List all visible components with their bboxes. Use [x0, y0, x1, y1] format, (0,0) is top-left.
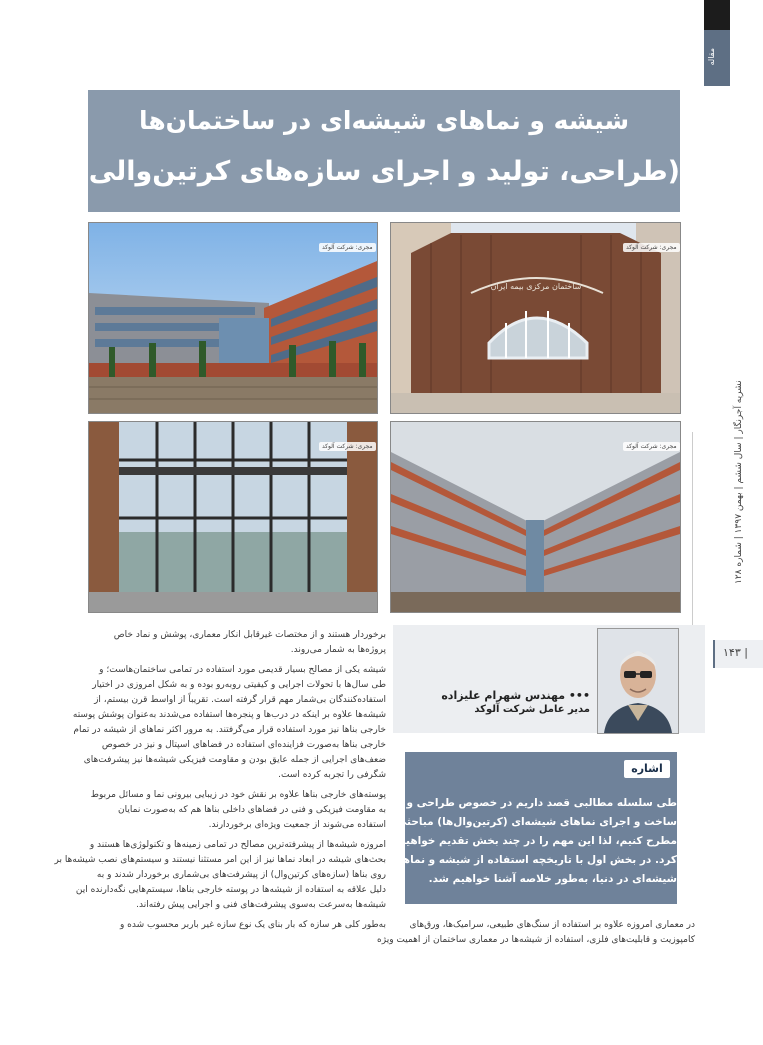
- body-line: شگرفی را تجربه کرده است.: [278, 770, 386, 780]
- body-line: شیشه‌ها به‌سرعت به‌سوی پیشرفت‌های فنی و اجرایی پیش رفته‌اند.: [136, 900, 386, 910]
- photo-credit: مجری: شرکت آلوکد: [319, 442, 376, 451]
- side-rule: [692, 432, 693, 642]
- body-line: خارجی بناها نیز مورد استفاده قرار می‌گرفتند. به مرور اکثر نماهای از شیشه در تمام: [73, 725, 386, 735]
- body-line: پوسته‌های خارجی بناها علاوه بر نقش خود در زیبایی بیرونی نما و مسائل مربوط: [90, 790, 386, 800]
- title-line-1: شیشه و نماهای شیشه‌ای در ساختمان‌ها: [138, 106, 630, 135]
- photo-curved-facade: [390, 222, 681, 414]
- photo-credit: مجری: شرکت آلوکد: [319, 243, 376, 252]
- side-running-header: [734, 380, 750, 640]
- section-tab-cap: [704, 0, 730, 30]
- body-line: به‌طور کلی هر سازه که بار بنای یک نوع سازه غیر باربر محسوب شده و: [119, 920, 386, 930]
- author-name: ••• مهندس شهرام علیزاده: [441, 689, 590, 702]
- body-line: دلیل علاقه به استفاده از شیشه‌ها در پوسته خارجی بناها، سیستم‌هایی نگه‌دارنده این: [75, 885, 386, 895]
- body-line: در معماری امروزه علاوه بر استفاده از سنگ‌های طبیعی، سرامیک‌ها، ورق‌های: [409, 920, 695, 930]
- photo-glass-entrance: [88, 421, 378, 613]
- author-title: مدیر عامل شرکت آلوکد: [474, 704, 590, 715]
- body-line: شیشه یکی از مصالح بسیار قدیمی مورد استفاده در تمامی ساختمان‌هاست؛ و: [99, 665, 386, 675]
- photo-credit: مجری: شرکت آلوکد: [623, 442, 680, 451]
- body-line: شیشه‌ها علاوه بر اینکه در درب‌ها و پنجره‌ها استفاده می‌شدند به‌عنوان پوشش پوسته: [72, 710, 386, 720]
- author-photo: [597, 628, 679, 734]
- body-line: برخوردار هستند و از مختصات غیرقابل انکار معماری، پوشش و نماد خاص: [113, 630, 386, 640]
- page-number: ۱۴۳ |: [723, 646, 748, 659]
- title-banner: [76, 90, 680, 212]
- body-line: کامپوزیت و قابلیت‌های فلزی، استفاده از شیشه‌ها در معماری ساختمان از اهمیت ویژه: [377, 935, 695, 945]
- photo-building-wide: [88, 222, 378, 414]
- section-tab-label: مقاله: [707, 48, 716, 66]
- body-line: طی سال‌ها با تحولات اجرایی و کیفیتی روبه‌رو بوده و به شکل امروزی در اختیار: [92, 680, 386, 690]
- abstract-line: طی سلسله مطالبی قصد داریم در خصوص طراحی و: [406, 797, 677, 809]
- body-line: استفاده‌کنندگان بی‌شمار مهم قرار گرفته است. تقریباً از اواسط قرن بیستم، از: [94, 695, 386, 705]
- body-line: پروژه‌ها به شمار می‌روند.: [290, 645, 386, 655]
- building-sign-text: ساختمان مرکزی بیمه ایران: [490, 282, 582, 291]
- body-line: روی بناها (سازه‌های کرتین‌وال) از پیشرفت‌های بی‌شماری برخوردار شدند و به: [96, 870, 386, 880]
- body-line: خارجی بناها به‌صورت فزاینده‌ای استفاده در فضاهای اسپتال و نیز در خصوص: [101, 740, 386, 750]
- page-number-box: [713, 640, 763, 668]
- photo-v-building: [390, 421, 681, 613]
- side-running-text: نشریه آجرنگار | سال ششم | بهمن ۱۳۹۷ | شماره ۱۲۸: [734, 380, 744, 584]
- section-tab: [704, 0, 730, 86]
- abstract-line: کرد. در بخش اول با تاریخچه استفاده از شیشه و نماهای: [389, 854, 677, 866]
- body-line: بحث‌های شیشه در ابعاد نماها نیز از این امر مستثنا نیستند و سیستم‌های نصب شیشه‌ها بر: [54, 855, 386, 865]
- title-line-2: (طراحی، تولید و اجرای سازه‌های کرتین‌والی): [76, 156, 680, 187]
- photo-credit: مجری: شرکت آلوکد: [623, 243, 680, 252]
- abstract-line: مطرح کنیم، لذا این مهم را در چند بخش تقدیم خواهیم: [397, 835, 677, 847]
- body-line: استفاده می‌شوند از جمعیت ویژه‌ای برخوردارند.: [208, 820, 386, 830]
- abstract-line: ساخت و اجرای نماهای شیشه‌ای (کرتین‌وال‌ها) مباحثی را: [383, 816, 677, 828]
- abstract-heading: اشاره: [624, 760, 670, 778]
- abstract-line: شیشه‌ای در دنیا، به‌طور خلاصه آشنا خواهیم شد.: [428, 873, 677, 885]
- body-line: به مقاومت فیزیکی و فنی در فضاهای داخلی بناها هم که به‌صورت نمایان: [118, 805, 386, 815]
- body-line: ضعف‌های اجرایی از جمله عایق بودن و مقاومت فیزیکی شیشه‌ها نیز پیشرفت‌های: [83, 755, 386, 765]
- body-line: امروزه شیشه‌ها از پیشرفته‌ترین مصالح در تمامی زمینه‌ها و تکنولوژی‌ها هستند و: [89, 840, 386, 850]
